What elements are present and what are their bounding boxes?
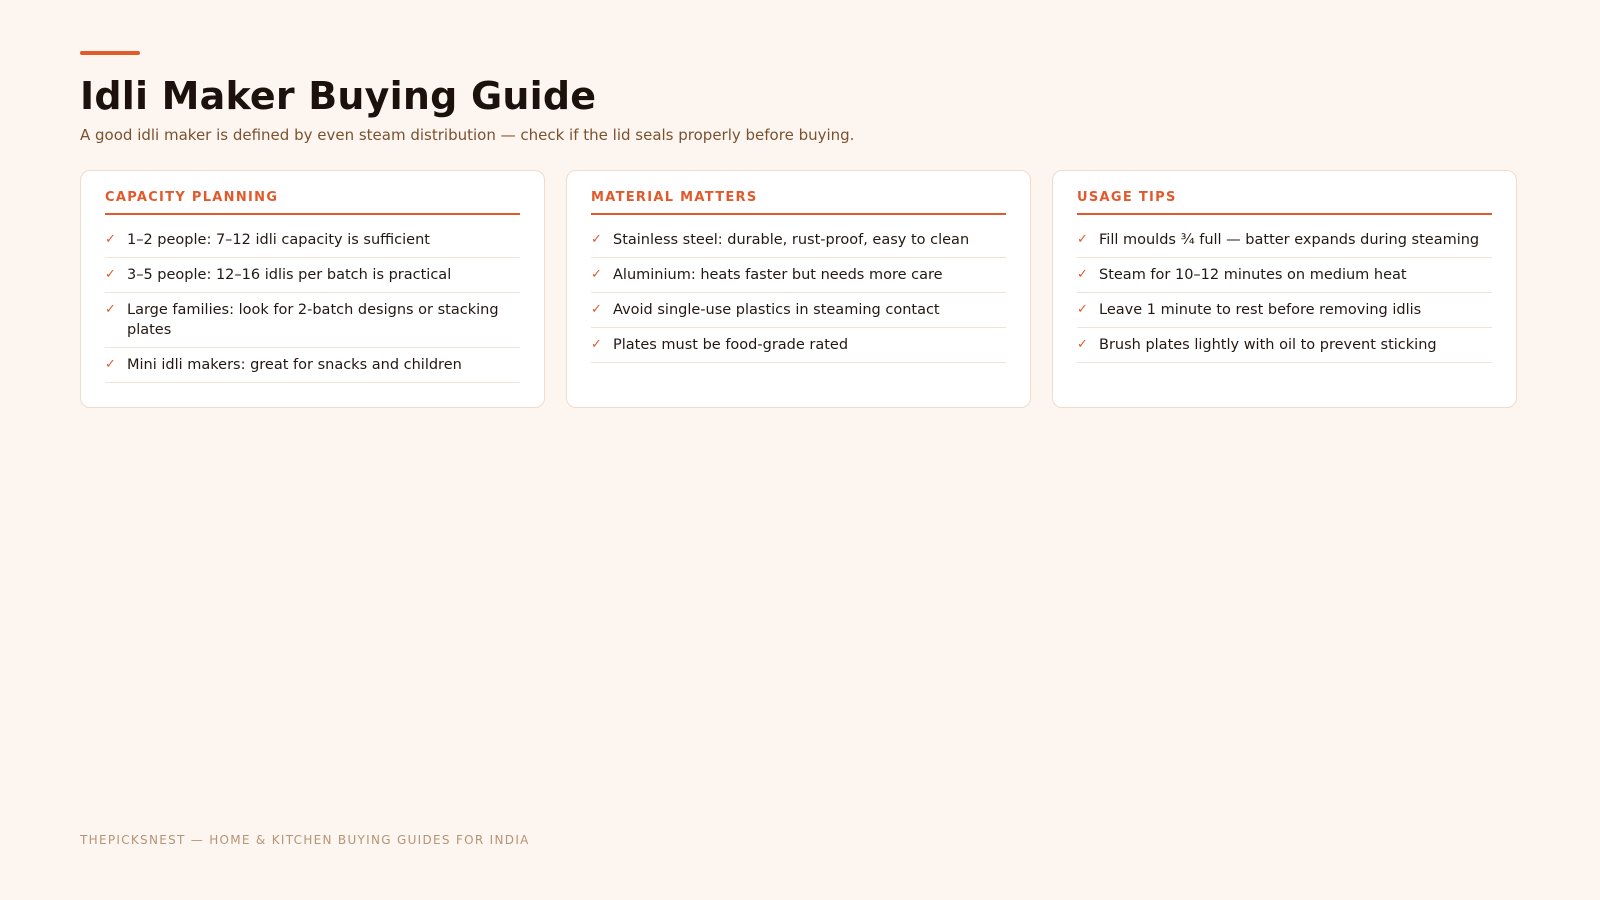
list-item: [105, 348, 520, 383]
card-title: MATERIAL MATTERS: [591, 191, 1006, 215]
list-item: [1077, 293, 1492, 328]
list-item: [105, 258, 520, 293]
title-accent-bar: [80, 51, 140, 55]
list-item: [1077, 328, 1492, 363]
list-item-text: Brush plates lightly with oil to prevent sticking: [1099, 337, 1437, 353]
check-icon: ✓: [1077, 232, 1088, 247]
check-icon: ✓: [591, 302, 602, 317]
check-icon: ✓: [1077, 302, 1088, 317]
list-item-text: Mini idli makers: great for snacks and children: [127, 357, 462, 373]
list-item: [591, 258, 1006, 293]
check-icon: ✓: [105, 302, 116, 317]
list-item: [591, 293, 1006, 328]
page-subtitle: A good idli maker is defined by even steam distribution — check if the lid seals properly before buying.: [80, 126, 855, 144]
card-capacity-planning: [80, 170, 545, 408]
list-item-text: Stainless steel: durable, rust-proof, easy to clean: [613, 232, 970, 248]
page-footer: THEPICKSNEST — HOME & KITCHEN BUYING GUIDES FOR INDIA: [80, 833, 530, 847]
list-item-text: Plates must be food-grade rated: [613, 337, 849, 353]
list-item: [591, 223, 1006, 258]
check-icon: ✓: [591, 337, 602, 352]
check-icon: ✓: [105, 357, 116, 372]
card-title: USAGE TIPS: [1077, 191, 1492, 215]
check-icon: ✓: [105, 267, 116, 282]
list-item: [1077, 223, 1492, 258]
list-item-text: 1–2 people: 7–12 idli capacity is sufficient: [127, 232, 430, 248]
card-material-matters: [566, 170, 1031, 408]
card-items: [591, 223, 1006, 363]
check-icon: ✓: [591, 267, 602, 282]
list-item-text: Leave 1 minute to rest before removing idlis: [1099, 302, 1422, 318]
card-items: [105, 223, 520, 383]
guide-page: [80, 51, 1520, 408]
list-item-text: Large families: look for 2-batch designs or stacking plates: [127, 302, 499, 338]
card-usage-tips: [1052, 170, 1517, 408]
list-item-text: Steam for 10–12 minutes on medium heat: [1099, 267, 1407, 283]
list-item-text: Avoid single-use plastics in steaming contact: [613, 302, 940, 318]
check-icon: ✓: [1077, 337, 1088, 352]
card-items: [1077, 223, 1492, 363]
check-icon: ✓: [591, 232, 602, 247]
list-item-text: 3–5 people: 12–16 idlis per batch is practical: [127, 267, 452, 283]
list-item-text: Aluminium: heats faster but needs more care: [613, 267, 943, 283]
list-item: [591, 328, 1006, 363]
list-item: [1077, 258, 1492, 293]
check-icon: ✓: [105, 232, 116, 247]
list-item-text: Fill moulds ¾ full — batter expands during steaming: [1099, 232, 1480, 248]
card-title: CAPACITY PLANNING: [105, 191, 520, 215]
page-title: Idli Maker Buying Guide: [80, 74, 597, 118]
cards-row: [80, 170, 1520, 408]
list-item: [105, 223, 520, 258]
list-item: [105, 293, 520, 348]
check-icon: ✓: [1077, 267, 1088, 282]
